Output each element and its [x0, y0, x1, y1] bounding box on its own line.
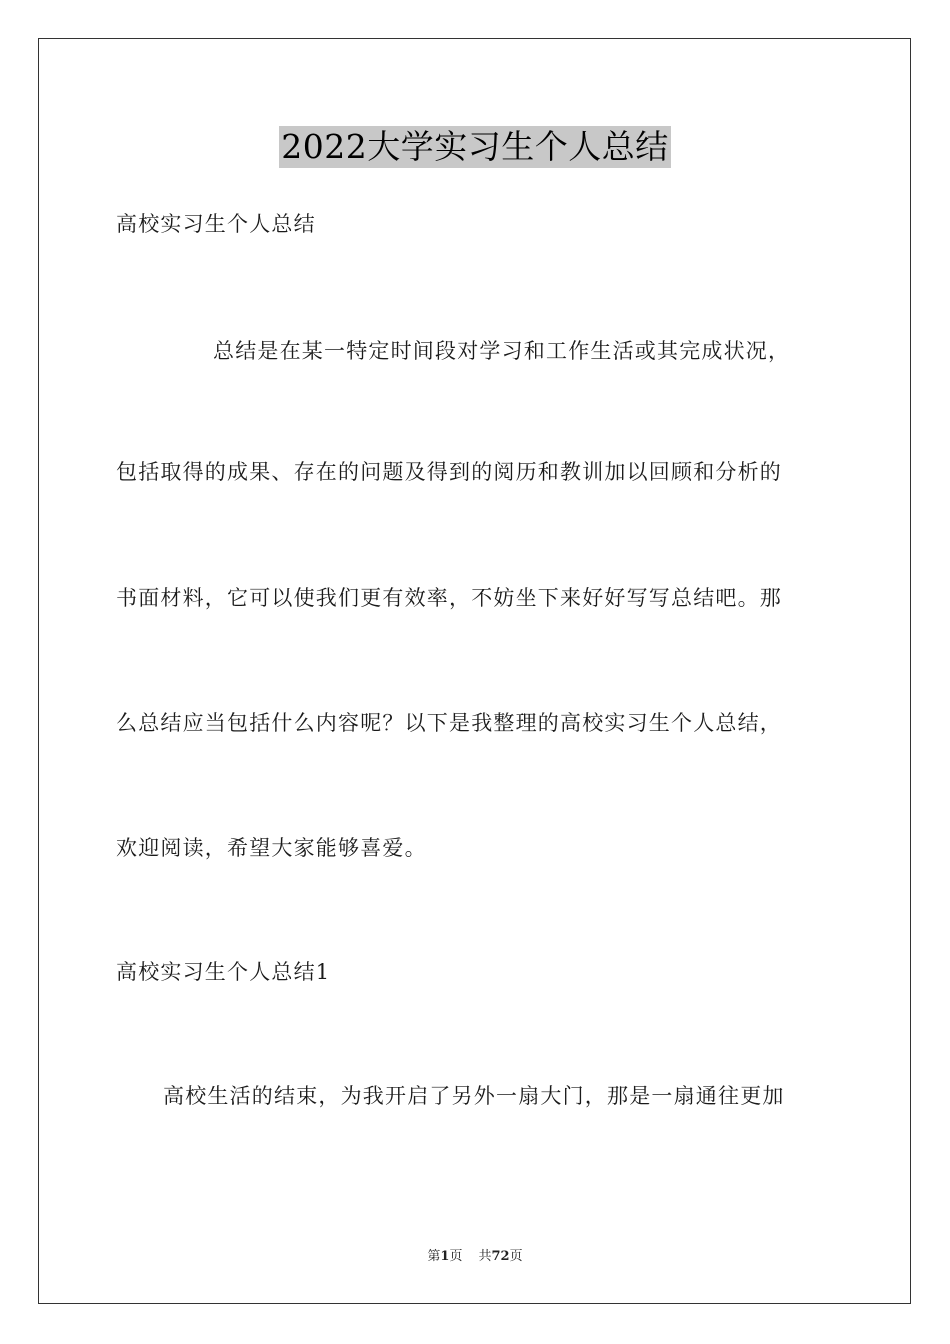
intro-line-3: 书面材料，它可以使我们更有效率，不妨坐下来好好写写总结吧。那: [116, 586, 782, 610]
intro-line-5: 欢迎阅读，希望大家能够喜爱。: [116, 836, 427, 860]
document-subtitle: 高校实习生个人总结: [116, 212, 316, 236]
intro-line-2: 包括取得的成果、存在的问题及得到的阅历和教训加以回顾和分析的: [116, 460, 782, 484]
section-heading: 高校实习生个人总结1: [116, 960, 331, 984]
section-first-line: 高校生活的结束，为我开启了另外一扇大门，那是一扇通往更加: [163, 1084, 785, 1108]
total-prefix: 共: [478, 1249, 492, 1264]
document-title-text: 2022大学实习生个人总结: [281, 127, 669, 166]
total-suffix: 页: [509, 1249, 523, 1264]
document-title: [0, 126, 950, 168]
intro-line-4: 么总结应当包括什么内容呢？以下是我整理的高校实习生个人总结，: [116, 711, 782, 735]
page-footer: [0, 1248, 950, 1266]
page-prefix: 第: [427, 1249, 441, 1264]
intro-line-1: 总结是在某一特定时间段对学习和工作生活或其完成状况，: [213, 339, 791, 363]
total-pages: 72: [491, 1249, 510, 1264]
page-number: 1: [440, 1249, 450, 1264]
page-suffix: 页: [449, 1249, 463, 1264]
